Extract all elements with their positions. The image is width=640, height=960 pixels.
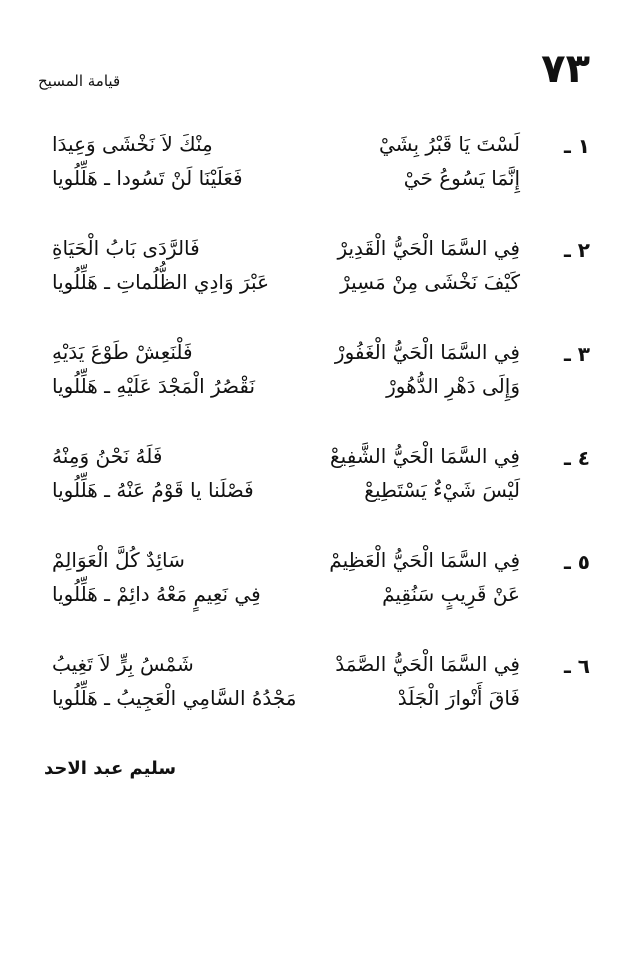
stanza-number: ١ ـ: [563, 134, 590, 158]
stanza-line-left-1: فَالرَّدَى بَابُ الْحَيَاةِ: [52, 236, 200, 260]
stanza-line-right-2: عَنْ قَرِيبٍ سَنُقِيمْ: [382, 582, 520, 606]
stanza-line-left-1: مِنْكَ لاَ نَخْشَى وَعِيدَا: [52, 132, 213, 156]
stanza-line-left-2: فَعَلَيْنَا لَنْ تَسُودا ـ هَلِّلُويا: [52, 166, 243, 190]
stanza-line-right-2: فَاقَ أَنْوارَ الْجَلَدْ: [397, 686, 520, 710]
stanza-number: ٤ ـ: [563, 446, 590, 470]
stanza-line-left-2: مَجْدُهُ السَّامِي الْعَجِيبُ ـ هَلِّلُويا: [52, 686, 297, 710]
stanza-line-right-1: فِي السَّمَا الْحَيُّ الْقَدِيرْ: [337, 236, 520, 260]
running-title: قيامة المسيح: [38, 72, 121, 90]
stanza-1: [30, 128, 590, 198]
stanza-2: [30, 232, 590, 302]
stanza-number: ٦ ـ: [563, 654, 590, 678]
stanza-number: ٢ ـ: [563, 238, 590, 262]
stanza-line-right-1: فِي السَّمَا الْحَيُّ الْغَفُورْ: [334, 340, 520, 364]
stanza-number: ٥ ـ: [563, 550, 590, 574]
stanza-line-right-2: وَإِلَى دَهْرِ الدُّهُورْ: [386, 374, 520, 398]
stanza-line-left-1: فَلْنَعِشْ طَوْعَ يَدَيْهِ: [52, 340, 193, 364]
stanza-line-right-1: فِي السَّمَا الْحَيُّ الصَّمَدْ: [335, 652, 520, 676]
stanza-4: [30, 440, 590, 510]
stanza-line-left-2: نَقْصُرُ الْمَجْدَ عَلَيْهِ ـ هَلِّلُويا: [52, 374, 256, 398]
stanza-line-left-2: فِي نَعِيمٍ مَعْهُ دائِمْ ـ هَلِّلُويا: [52, 582, 261, 606]
stanza-line-left-1: شَمْسُ بِرٍّ لاَ تَغِيبُ: [52, 652, 194, 676]
stanza-3: [30, 336, 590, 406]
stanza-line-left-1: فَلَهُ نَحْنُ وَمِنْهُ: [52, 444, 163, 468]
stanza-line-right-2: لَيْسَ شَيْءٌ يَسْتَطِيعْ: [364, 478, 520, 502]
stanza-line-right-1: لَسْتَ يَا قَبْرُ بِشَيْ: [378, 132, 520, 156]
stanza-line-right-1: فِي السَّمَا الْحَيُّ الْعَظِيمْ: [329, 548, 520, 572]
stanza-5: [30, 544, 590, 614]
author-signature: سليم عبد الاحد: [44, 758, 177, 779]
stanza-6: [30, 648, 590, 718]
stanza-line-left-1: سَائِدٌ كُلَّ الْعَوَالِمْ: [52, 548, 185, 572]
stanza-line-left-2: فَصْلَنا يا قَوْمُ عَنْهُ ـ هَلِّلُويا: [52, 478, 254, 502]
stanza-line-right-1: فِي السَّمَا الْحَيُّ الشَّفِيعْ: [330, 444, 520, 468]
page-number: ٧٣: [541, 46, 590, 92]
stanza-line-left-2: عَبْرَ وَادِي الظُّلُماتِ ـ هَلِّلُويا: [52, 270, 270, 294]
stanza-number: ٣ ـ: [563, 342, 590, 366]
stanza-line-right-2: إِنَّمَا يَسُوعُ حَيْ: [403, 166, 520, 190]
stanza-line-right-2: كَيْفَ نَخْشَى مِنْ مَسِيرْ: [340, 270, 520, 294]
